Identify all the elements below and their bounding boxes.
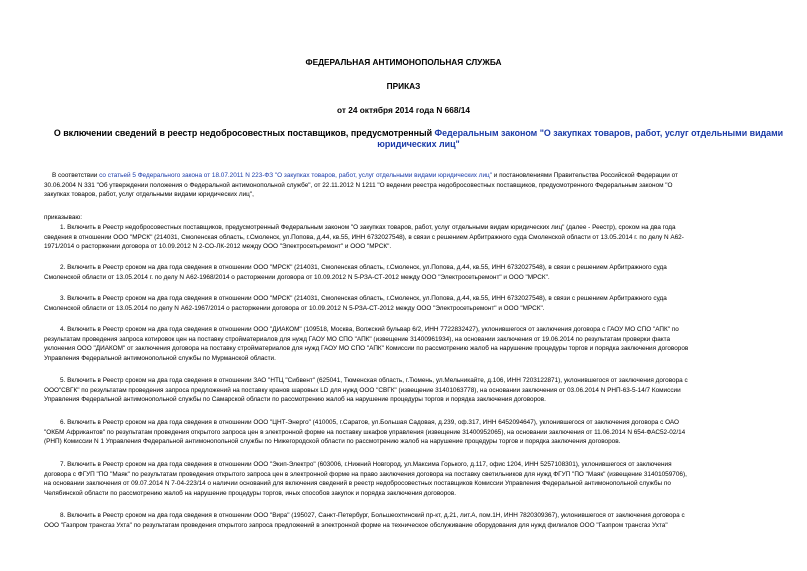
item-3-line-2: Смоленской области от 13.05.2014 по делу N А62-1967/2014 о расторжении договора от 10.09.2012 N 5-РЗА-СТ-2012 между ООО "Электросетьремонт" и ООО "МРСК". bbox=[44, 304, 545, 312]
item-4-line-2: результатам проведения запроса котировок цен на поставку стройматериалов для нужд ГАОУ МО СПО "АПК" (извещение 31400961934), на основании заключения от 19.06.2014 по результатам проверки факта bbox=[44, 335, 671, 343]
item-5-line-2: ООО"СВГК" по результатам проведения запроса предложений на поставку кранов шаровых LD для нужд ООО "СВГК" (извещение 31401063778), на основании заключения от 03.06.2014 N РНП-63-5-14/7 Комиссии bbox=[44, 386, 681, 394]
preamble-line-2: 30.06.2004 N 331 "Об утверждении положения о Федеральной антимонопольной службе", от 22.11.2012 N 1211 "О ведении реестра недобросовестных поставщиков, предусмотренного Федеральным законом "О bbox=[44, 181, 673, 189]
item-5-line-3: Управления Федеральной антимонопольной службы по Самарской области по рассмотрению жалоб на нарушение процедуры торгов и порядка заключения договоров. bbox=[44, 396, 546, 404]
list-item bbox=[44, 263, 667, 282]
list-item bbox=[44, 223, 684, 252]
item-7-line-3: на основании заключения от 09.07.2014 N 7-04-223/14 о наличии оснований для включения сведений в реестр недобросовестных поставщиков Комиссии Управления Федеральной антимонопольной службы по bbox=[44, 480, 671, 488]
document-type: ПРИКАЗ bbox=[386, 81, 421, 91]
item-8-line-2: ООО "Газпром трансгаз Ухта" по результатам проведения открытого запроса предложений в электронной форме на техническое обслуживание оборудования для нужд филиалов ООО "Газпром трансгаз Ухта" bbox=[44, 521, 668, 529]
item-7-line-2: договора с ФГУП "ПО "Маяк" по результатам проведения открытого запроса цен в электронной форме на право заключения договора на поставку светильников для нужд ФГУП "ПО "Маяк" (извещение 31401059706), bbox=[44, 470, 687, 478]
agency-name: ФЕДЕРАЛЬНАЯ АНТИМОНОПОЛЬНАЯ СЛУЖБА bbox=[305, 57, 502, 67]
item-2-line-1: 2. Включить в Реестр сроком на два года сведения в отношении ООО "МРСК" (214031, Смоленская область, г.Смоленск, ул.Попова, д.44, кв.55, ИНН 6732027548), в связи с решением Арбитражного суда bbox=[60, 264, 667, 271]
document-title bbox=[30, 128, 807, 150]
list-item bbox=[44, 376, 688, 405]
item-6-line-1: 6. Включить в Реестр сроком на два года сведения в отношении ООО "ЦНТ-Энерго" (410005, г.Саратов, ул.Большая Садовая, д.239, оф.317, ИНН 6452094647), уклонившегося от заключения договора с ОАО bbox=[60, 419, 679, 426]
preamble-text: В соответствии bbox=[52, 172, 100, 179]
preamble-line-1 bbox=[44, 171, 678, 181]
preamble-text-end: и постановлениями Правительства Российской Федерации от bbox=[491, 172, 678, 179]
document-date-number: от 24 октября 2014 года N 668/14 bbox=[336, 105, 471, 115]
item-5-line-1: 5. Включить в Реестр сроком на два года сведения в отношении ЗАО "НТЦ "Сибвент" (625041, Тюменская область, г.Тюмень, ул.Мельникайте, д.106, ИНН 7203122871), уклонившегося от заключения договора с bbox=[60, 377, 688, 384]
preamble-line-3: закупках товаров, работ, услуг отдельными видами юридических лиц", bbox=[44, 191, 254, 199]
item-7-line-4: Челябинской области по рассмотрению жалоб на нарушение процедуры торгов, иных способов закупок и порядка заключения договоров. bbox=[44, 489, 456, 497]
title-law-link-cont[interactable]: юридических лиц" bbox=[377, 139, 460, 149]
item-1-line-3: 1971/2014 о расторжении договора от 10.09.2012 N 2-СО-ЛК-2012 между ООО "Электросетьремонт" и ООО "МРСК". bbox=[44, 243, 392, 251]
list-item bbox=[44, 460, 687, 498]
item-2-line-2: Смоленской области от 13.05.2014 г. по делу N А62-1968/2014 о расторжении договора от 10.09.2012 N 5-РЗА-СТ-2012 между ООО "Электросетьремонт" и ООО "МРСК". bbox=[44, 273, 550, 281]
order-word: приказываю: bbox=[44, 214, 82, 221]
preamble bbox=[44, 171, 678, 200]
item-6-line-2: "ОКБМ Африкантов" по результатам проведения открытого запроса цен в электронной форме на поставку шкафов управления (извещение 31400952065), на основании заключения от 11.06.2014 N 654-ФАС52-02/14 bbox=[44, 428, 686, 436]
item-4-line-1: 4. Включить в Реестр сроком на два года сведения в отношении ООО "ДИАКОМ" (109518, Москва, Волжский бульвар 6/2, ИНН 7722832427), уклонившегося от заключения договора с ГАОУ МО СПО "АПК" по bbox=[60, 326, 679, 333]
item-4-line-4: Управления Федеральной антимонопольной службы по Мурманской области. bbox=[44, 354, 276, 362]
item-7-line-1: 7. Включить в Реестр сроком на два года сведения в отношении ООО "Экип-Электро" (603006, г.Нижний Новгород, ул.Максима Горького, д.117, офис 1204, ИНН 5257108301), уклонившегося от заключения bbox=[60, 461, 672, 468]
list-item bbox=[44, 418, 685, 447]
preamble-law-link[interactable]: со статьей 5 Федерального закона от 18.07.2011 N 223-ФЗ "О закупках товаров, работ, услуг отдельными видами юридических лиц" bbox=[99, 172, 492, 179]
item-1-line-1: 1. Включить в Реестр недобросовестных поставщиков, предусмотренный Федеральным законом "О закупках товаров, работ, услуг отдельными видам юридических лиц" (далее - Реестр), сроком на два года bbox=[60, 224, 676, 231]
list-item bbox=[44, 325, 688, 363]
list-item bbox=[44, 511, 685, 530]
item-8-line-1: 8. Включить в Реестр сроком на два года сведения в отношении ООО "Вира" (195027, Санкт-Петербург, Большеохтинский пр-кт, д.21, лит.А, пом.1Н, ИНН 7820309367), уклонившегося от заключения договора с bbox=[60, 512, 685, 519]
list-item bbox=[44, 294, 667, 313]
item-3-line-1: 3. Включить в Реестр сроком на два года сведения в отношении ООО "МРСК" (214031, Смоленская область, г.Смоленск, ул.Попова, д.44, кв.55, ИНН 6732027548), в связи с решением Арбитражного суда bbox=[60, 295, 667, 302]
item-4-line-3: уклонения ООО "ДИАКОМ" от заключения договора на поставку стройматериалов для нужд ГАОУ МО СПО "АПК" Комиссии по рассмотрению жалоб на нарушение процедуры торгов и порядка заключения договоров bbox=[44, 345, 689, 353]
title-law-link[interactable]: Федеральным законом "О закупках товаров, работ, услуг отдельными видами bbox=[434, 128, 784, 138]
item-1-line-2: сведения в отношении ООО "МРСК" (214031, Смоленская область, г.Смоленск, ул.Попова, д.44, кв.55, ИНН 6732027548), в связи с решением Арбитражного суда Смоленской области от 13.05.2014 г. по делу N А62- bbox=[44, 233, 684, 241]
title-text: О включении сведений в реестр недобросовестных поставщиков, предусмотренный bbox=[53, 128, 435, 138]
item-6-line-3: (РНП) Комиссии N 1 Управления Федеральной антимонопольной службы по Нижегородской области по рассмотрению жалоб на нарушение процедуры торгов и порядка заключения договоров. bbox=[44, 438, 621, 446]
